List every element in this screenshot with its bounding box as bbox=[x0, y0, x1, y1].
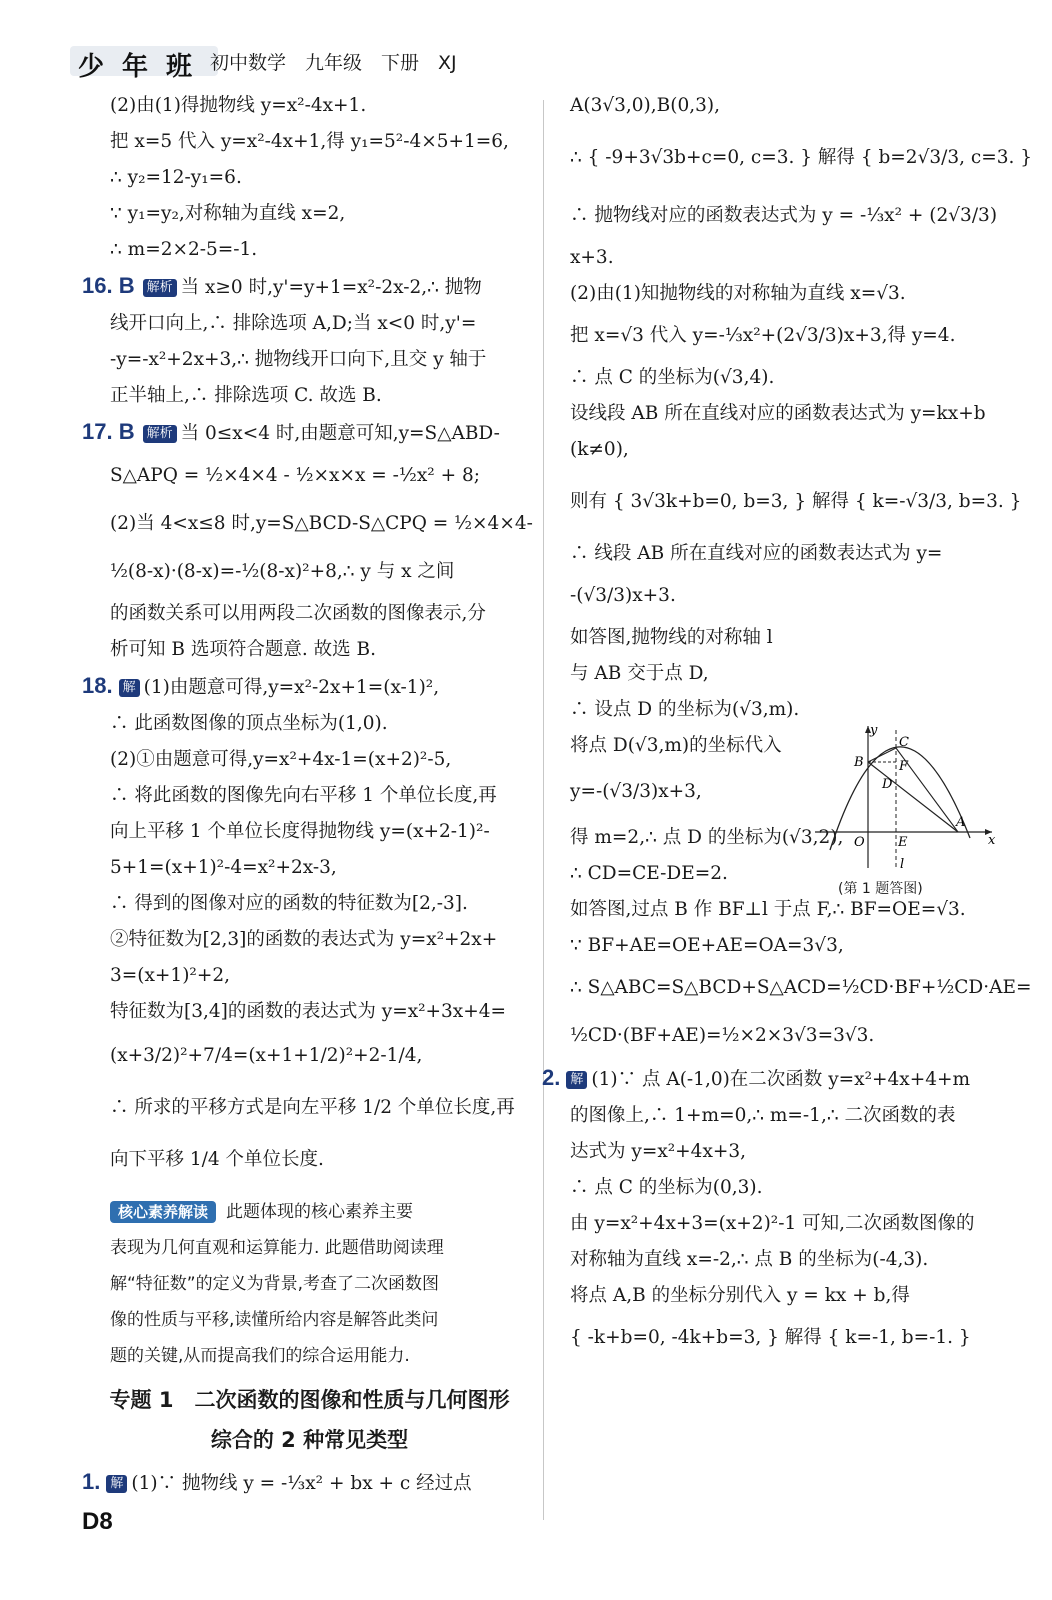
text-line: 设线段 AB 所在直线对应的函数表达式为 y=kx+b bbox=[570, 403, 986, 424]
text-line: x+3. bbox=[570, 247, 614, 268]
text-line: 如答图,过点 B 作 BF⊥l 于点 F,∴ BF=OE=√3. bbox=[570, 899, 966, 920]
solution-tag: 解 bbox=[566, 1071, 587, 1089]
text-line: 解“特征数”的定义为背景,考查了二次函数图 bbox=[110, 1274, 440, 1294]
page-header bbox=[70, 42, 570, 84]
column-divider bbox=[543, 100, 544, 1520]
text-line: ∴ 线段 AB 所在直线对应的函数表达式为 y= bbox=[570, 543, 943, 564]
logo-char: 少 bbox=[78, 52, 105, 82]
text-line: ∴ 点 C 的坐标为(√3,4). bbox=[570, 367, 775, 388]
analysis-tag: 解析 bbox=[143, 279, 177, 297]
text-line: y=-(√3/3)x+3, bbox=[570, 781, 702, 802]
left-column bbox=[82, 88, 537, 1506]
text-line: -y=-x²+2x+3,∴ 抛物线开口向下,且交 y 轴于 bbox=[110, 349, 487, 370]
text-line: 表现为几何直观和运算能力. 此题借助阅读理 bbox=[110, 1238, 444, 1258]
text-line: 由 y=x²+4x+3=(x+2)²-1 可知,二次函数图像的 bbox=[570, 1213, 975, 1234]
text-line: (1)∵ 抛物线 y = -⅓x² + bx + c 经过点 bbox=[131, 1473, 472, 1494]
logo-char: 班 bbox=[166, 52, 193, 82]
text-line: ∴ m=2×2-5=-1. bbox=[110, 239, 258, 260]
segment-ab bbox=[868, 762, 958, 832]
core-literacy-badge: 核心素养解读 bbox=[110, 1201, 216, 1223]
core-literacy bbox=[82, 1194, 537, 1230]
figure-label: E bbox=[898, 835, 908, 850]
figure-label: B bbox=[854, 755, 864, 770]
text-line: (1)由题意可得,y=x²-2x+1=(x-1)², bbox=[143, 677, 440, 698]
text-line: S△APQ = ½×4×4 - ½×x×x = -½x² + 8; bbox=[110, 465, 480, 486]
text-line: ∴ 点 C 的坐标为(0,3). bbox=[570, 1177, 763, 1198]
text-line: -(√3/3)x+3. bbox=[570, 585, 676, 606]
question-number: 2. bbox=[542, 1065, 561, 1090]
question-16 bbox=[82, 268, 537, 306]
series-logo bbox=[70, 46, 218, 82]
text-line: 此题体现的核心素养主要 bbox=[226, 1202, 414, 1222]
text-line: ∴ 此函数图像的顶点坐标为(1,0). bbox=[110, 713, 388, 734]
text-line: 向下平移 1/4 个单位长度. bbox=[110, 1149, 324, 1170]
text-line: 把 x=5 代入 y=x²-4x+1,得 y₁=5²-4×5+1=6, bbox=[110, 131, 509, 152]
text-line: 题的关键,从而提高我们的综合运用能力. bbox=[110, 1346, 410, 1366]
text-line: 3=(x+1)²+2, bbox=[110, 965, 230, 986]
figure-label: O bbox=[854, 835, 865, 850]
text-line: 的函数关系可以用两段二次函数的图像表示,分 bbox=[110, 603, 486, 624]
text-line: ∴ 设点 D 的坐标为(√3,m). bbox=[570, 699, 800, 720]
figure-label: F bbox=[899, 759, 909, 774]
question-18 bbox=[82, 668, 537, 706]
text-line: 把 x=√3 代入 y=-⅓x²+(2√3/3)x+3,得 y=4. bbox=[570, 325, 956, 346]
text-line: ∴ { -9+3√3b+c=0, c=3. } 解得 { b=2√3/3, c=3. } bbox=[570, 147, 1033, 168]
text-line: ∴ 抛物线对应的函数表达式为 y = -⅓x² + (2√3/3) bbox=[570, 205, 998, 226]
text-line: ½CD·(BF+AE)=½×2×3√3=3√3. bbox=[570, 1025, 875, 1046]
solution-tag: 解 bbox=[119, 679, 140, 697]
text-line: (1)∵ 点 A(-1,0)在二次函数 y=x²+4x+4+m bbox=[591, 1069, 971, 1090]
text-line: 达式为 y=x²+4x+3, bbox=[570, 1141, 747, 1162]
text-line: ∴ 所求的平移方式是向左平移 1/2 个单位长度,再 bbox=[110, 1097, 515, 1118]
text-line: 当 0≤x<4 时,由题意可知,y=S△ABD- bbox=[180, 423, 500, 444]
text-line: (x+3/2)²+7/4=(x+1+1/2)²+2-1/4, bbox=[110, 1045, 423, 1066]
text-line: 将点 D(√3,m)的坐标代入 bbox=[570, 735, 782, 756]
topic-title: 专题 1 二次函数的图像和性质与几何图形 bbox=[109, 1388, 510, 1412]
text-line: 将点 A,B 的坐标分别代入 y = kx + b,得 bbox=[570, 1285, 910, 1306]
figure-label: y bbox=[870, 723, 878, 738]
question-number: 16. B bbox=[82, 273, 135, 298]
question-number: 17. B bbox=[82, 419, 135, 444]
text-line: (2)当 4<x≤8 时,y=S△BCD-S△CPQ = ½×4×4- bbox=[110, 513, 533, 534]
text-line: ∵ y₁=y₂,对称轴为直线 x=2, bbox=[110, 203, 346, 224]
text-line: ∴ S△ABC=S△BCD+S△ACD=½CD·BF+½CD·AE= bbox=[570, 977, 1032, 998]
text-line: 对称轴为直线 x=-2,∴ 点 B 的坐标为(-4,3). bbox=[570, 1249, 929, 1270]
text-line: 向上平移 1 个单位长度得抛物线 y=(x+2-1)²- bbox=[110, 821, 490, 842]
text-line: ②特征数为[2,3]的函数的表达式为 y=x²+2x+ bbox=[110, 929, 498, 950]
text-line: 特征数为[3,4]的函数的表达式为 y=x²+3x+4= bbox=[110, 1001, 507, 1022]
text-line: 像的性质与平移,读懂所给内容是解答此类问 bbox=[110, 1310, 439, 1330]
text-line: ½(8-x)·(8-x)=-½(8-x)²+8,∴ y 与 x 之间 bbox=[110, 561, 455, 582]
figure-caption: (第 1 题答图) bbox=[838, 881, 923, 897]
text-line: ∴ y₂=12-y₁=6. bbox=[110, 167, 242, 188]
figure-label: A bbox=[956, 815, 966, 830]
text-line: (2)①由题意可得,y=x²+4x-1=(x+2)²-5, bbox=[110, 749, 452, 770]
text-line: { -k+b=0, -4k+b=3, } 解得 { k=-1, b=-1. } bbox=[570, 1327, 971, 1348]
text-line: 得 m=2,∴ 点 D 的坐标为(√3,2), bbox=[570, 827, 844, 848]
question-2 bbox=[542, 1060, 1010, 1098]
text-line: ∴ CD=CE-DE=2. bbox=[570, 863, 728, 884]
parabola-figure bbox=[810, 720, 1000, 900]
question-17 bbox=[82, 414, 537, 452]
subject-line: 初中数学 九年级 下册 XJ bbox=[210, 52, 457, 74]
text-line: 如答图,抛物线的对称轴 l bbox=[570, 627, 773, 648]
figure-label: D bbox=[882, 777, 893, 792]
text-line: (2)由(1)知抛物线的对称轴为直线 x=√3. bbox=[570, 283, 906, 304]
text-line: ∵ BF+AE=OE+AE=OA=3√3, bbox=[570, 935, 844, 956]
segment-bc bbox=[868, 748, 896, 762]
question-number: 1. bbox=[82, 1469, 101, 1494]
text-line: A(3√3,0),B(0,3), bbox=[570, 95, 720, 116]
figure-label: l bbox=[900, 857, 905, 872]
logo-char: 年 bbox=[122, 52, 149, 82]
text-line: 析可知 B 选项符合题意. 故选 B. bbox=[110, 639, 376, 660]
question-1 bbox=[82, 1460, 537, 1506]
page-number: D8 bbox=[82, 1508, 113, 1535]
text-line: 的图像上,∴ 1+m=0,∴ m=-1,∴ 二次函数的表 bbox=[570, 1105, 956, 1126]
text-line: (2)由(1)得抛物线 y=x²-4x+1. bbox=[110, 95, 367, 116]
text-line: (k≠0), bbox=[570, 439, 629, 460]
figure-label: C bbox=[899, 735, 909, 750]
solution-tag: 解 bbox=[106, 1475, 127, 1493]
topic-title: 综合的 2 种常见类型 bbox=[210, 1428, 409, 1452]
question-number: 18. bbox=[82, 673, 113, 698]
text-line: 正半轴上,∴ 排除选项 C. 故选 B. bbox=[110, 385, 382, 406]
figure-label: x bbox=[988, 833, 996, 848]
analysis-tag: 解析 bbox=[143, 425, 177, 443]
text-line: ∴ 得到的图像对应的函数的特征数为[2,-3]. bbox=[110, 893, 468, 914]
text-line: 当 x≥0 时,y'=y+1=x²-2x-2,∴ 抛物 bbox=[180, 277, 482, 298]
text-line: 5+1=(x+1)²-4=x²+2x-3, bbox=[110, 857, 337, 878]
text-line: 与 AB 交于点 D, bbox=[570, 663, 709, 684]
text-line: 则有 { 3√3k+b=0, b=3, } 解得 { k=-√3/3, b=3. } bbox=[570, 491, 1022, 512]
text-line: ∴ 将此函数的图像先向右平移 1 个单位长度,再 bbox=[110, 785, 497, 806]
text-line: 线开口向上,∴ 排除选项 A,D;当 x<0 时,y'= bbox=[110, 313, 477, 334]
